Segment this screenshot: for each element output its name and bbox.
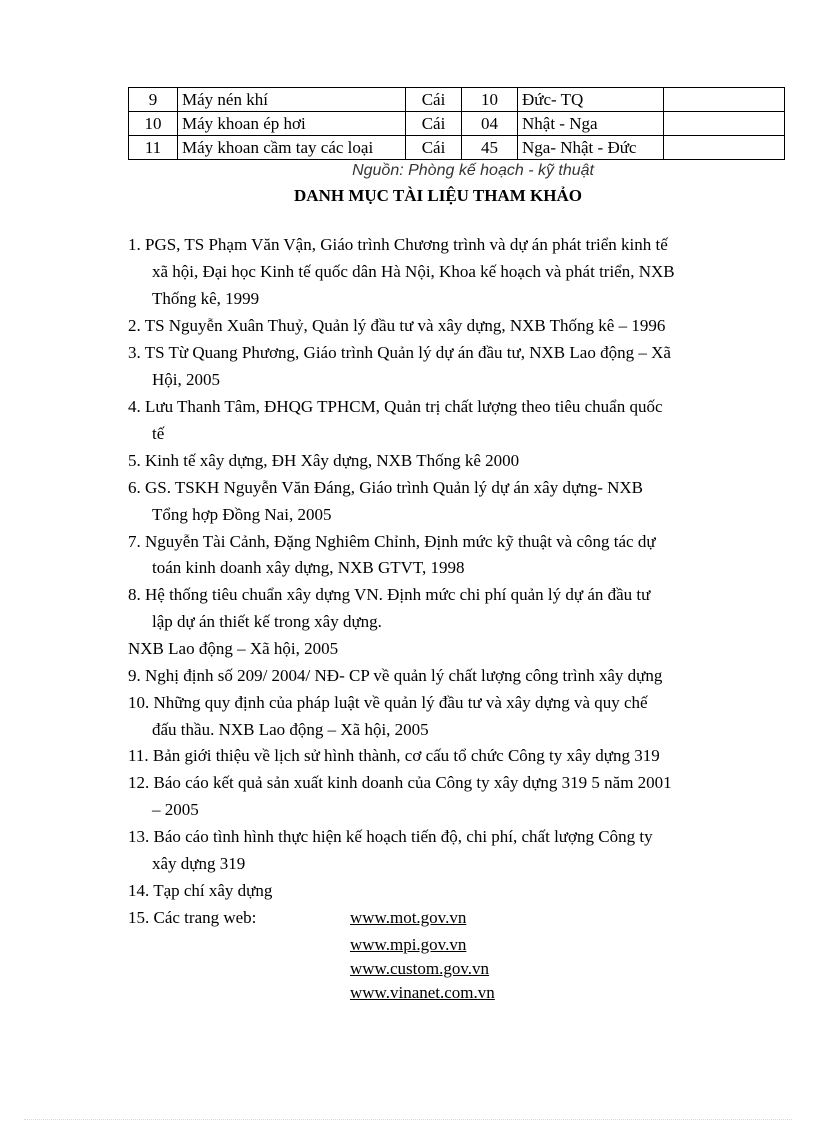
row-number: 10 bbox=[129, 112, 178, 136]
reference-item-15: 15. Các trang web: bbox=[128, 908, 257, 927]
origin: Nga- Nhật - Đức bbox=[518, 136, 664, 160]
reference-item-10: 10. Những quy định của pháp luật về quản lý đầu tư và xây dựng và quy chế bbox=[128, 693, 648, 712]
unit: Cái bbox=[406, 88, 462, 112]
origin: Đức- TQ bbox=[518, 88, 664, 112]
note bbox=[664, 88, 785, 112]
origin: Nhật - Nga bbox=[518, 112, 664, 136]
reference-item-13-cont: xây dựng 319 bbox=[152, 854, 246, 873]
reference-item-12-cont: – 2005 bbox=[152, 800, 199, 819]
reference-item-8-cont: lập dự án thiết kế trong xây dựng. bbox=[152, 612, 382, 631]
quantity: 45 bbox=[462, 136, 518, 160]
reference-item-11: 11. Bản giới thiệu về lịch sử hình thành, cơ cấu tổ chức Công ty xây dựng 319 bbox=[128, 746, 660, 765]
website-link[interactable]: www.mpi.gov.vn bbox=[350, 935, 467, 954]
reference-item-8-publisher: NXB Lao động – Xã hội, 2005 bbox=[128, 639, 339, 658]
source-note: Nguồn: Phòng kế hoạch - kỹ thuật bbox=[352, 162, 594, 179]
reference-item-14: 14. Tạp chí xây dựng bbox=[128, 881, 273, 900]
quantity: 04 bbox=[462, 112, 518, 136]
page-title: DANH MỤC TÀI LIỆU THAM KHẢO bbox=[294, 186, 582, 205]
quantity: 10 bbox=[462, 88, 518, 112]
equipment-name: Máy khoan ép hơi bbox=[178, 112, 406, 136]
reference-item-2: 2. TS Nguyễn Xuân Thuỷ, Quản lý đầu tư và xây dựng, NXB Thống kê – 1996 bbox=[128, 316, 666, 335]
reference-item-5: 5. Kinh tế xây dựng, ĐH Xây dựng, NXB Thống kê 2000 bbox=[128, 451, 520, 470]
reference-item-1-cont: Thống kê, 1999 bbox=[152, 289, 260, 308]
reference-item-6: 6. GS. TSKH Nguyễn Văn Đáng, Giáo trình Quản lý dự án xây dựng- NXB bbox=[128, 478, 643, 497]
reference-item-9: 9. Nghị định số 209/ 2004/ NĐ- CP về quản lý chất lượng công trình xây dựng bbox=[128, 666, 663, 685]
row-number: 11 bbox=[129, 136, 178, 160]
reference-item-7: 7. Nguyễn Tài Cảnh, Đặng Nghiêm Chỉnh, Định mức kỹ thuật và công tác dự bbox=[128, 532, 656, 551]
reference-item-10-cont: đấu thầu. NXB Lao động – Xã hội, 2005 bbox=[152, 720, 429, 739]
reference-item-8: 8. Hệ thống tiêu chuẩn xây dựng VN. Định mức chi phí quản lý dự án đầu tư bbox=[128, 585, 651, 604]
reference-item-13: 13. Báo cáo tình hình thực hiện kế hoạch tiến độ, chi phí, chất lượng Công ty bbox=[128, 827, 653, 846]
unit: Cái bbox=[406, 136, 462, 160]
website-link[interactable]: www.mot.gov.vn bbox=[350, 908, 467, 927]
reference-item-1-cont: xã hội, Đại học Kinh tế quốc dân Hà Nội, Khoa kế hoạch và phát triển, NXB bbox=[152, 262, 675, 281]
note bbox=[664, 136, 785, 160]
table-row bbox=[129, 88, 785, 112]
reference-item-1: 1. PGS, TS Phạm Văn Vận, Giáo trình Chương trình và dự án phát triển kinh tế bbox=[128, 235, 668, 254]
row-number: 9 bbox=[129, 88, 178, 112]
website-link[interactable]: www.vinanet.com.vn bbox=[350, 983, 495, 1002]
unit: Cái bbox=[406, 112, 462, 136]
equipment-name: Máy khoan cầm tay các loại bbox=[178, 136, 406, 160]
reference-item-4: 4. Lưu Thanh Tâm, ĐHQG TPHCM, Quản trị chất lượng theo tiêu chuẩn quốc bbox=[128, 397, 663, 416]
reference-item-12: 12. Báo cáo kết quả sản xuất kinh doanh của Công ty xây dựng 319 5 năm 2001 bbox=[128, 773, 672, 792]
reference-item-7-cont: toán kinh doanh xây dựng, NXB GTVT, 1998 bbox=[152, 558, 465, 577]
reference-item-3: 3. TS Từ Quang Phương, Giáo trình Quản lý dự án đầu tư, NXB Lao động – Xã bbox=[128, 343, 671, 362]
reference-item-3-cont: Hội, 2005 bbox=[152, 370, 220, 389]
table-row bbox=[129, 112, 785, 136]
note bbox=[664, 112, 785, 136]
reference-item-6-cont: Tổng hợp Đồng Nai, 2005 bbox=[152, 505, 332, 524]
reference-item-4-cont: tế bbox=[152, 424, 165, 443]
page-bottom-divider bbox=[24, 1119, 792, 1120]
table-row bbox=[129, 136, 785, 160]
website-link[interactable]: www.custom.gov.vn bbox=[350, 959, 489, 978]
equipment-table bbox=[128, 87, 785, 160]
equipment-name: Máy nén khí bbox=[178, 88, 406, 112]
